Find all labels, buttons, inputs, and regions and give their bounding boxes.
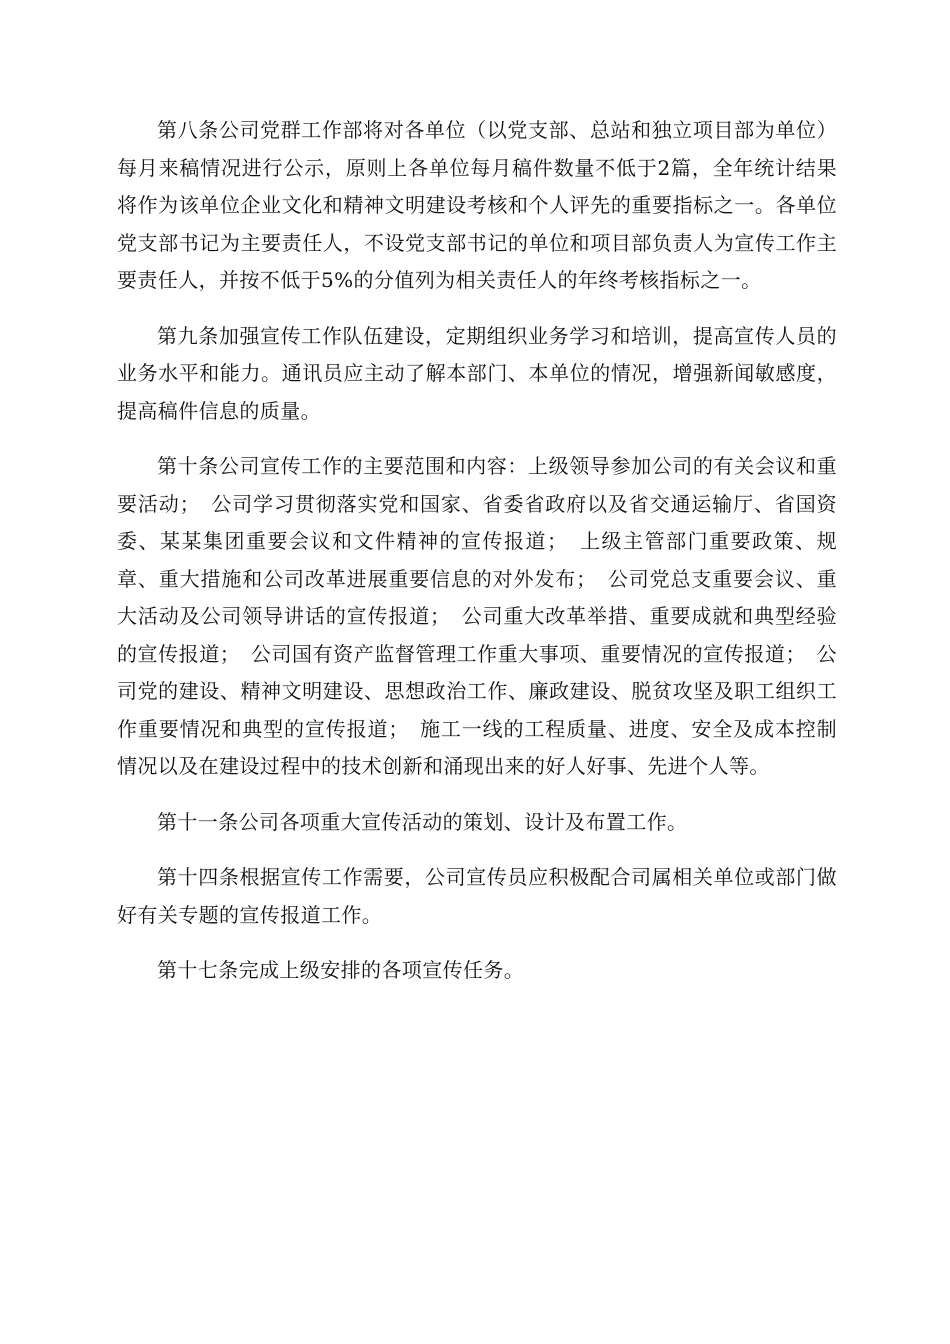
article-10-paragraph: 第十条公司宣传工作的主要范围和内容：上级领导参加公司的有关会议和重要活动； 公司学习贯彻落实党和国家、省委省政府以及省交通运输厅、省国资委、某某集团重要会议和文件精神的宣传报道； 上级主管部门重要政策、规章、重大措施和公司改革进展重要信息的对外发布； 公司党总支重要会议、重大活动及公司领导讲话的宣传报道； 公司重大改革举措、重要成就和典型经验的宣传报道； 公司国有资产监督管理工作重大事项、重要情况的宣传报道； 公司党的建设、精神文明建设、思想政治工作、廉政建设、脱贫攻坚及职工组织工作重要情况和典型的宣传报道； 施工一线的工程质量、进度、安全及成本控制情况以及在建设过程中的技术创新和涌现出来的好人好事、先进个人等。 (117, 454, 837, 778)
article-11-paragraph: 第十一条公司各项重大宣传活动的策划、设计及布置工作。 (157, 809, 688, 834)
article-14-paragraph: 第十四条根据宣传工作需要，公司宣传员应积极配合司属相关单位或部门做好有关专题的宣传报道工作。 (117, 865, 837, 927)
article-8-paragraph: 第八条公司党群工作部将对各单位（以党支部、总站和独立项目部为单位）每月来稿情况进行公示，原则上各单位每月稿件数量不低于2篇，全年统计结果将作为该单位企业文化和精神文明建设考核和个人评先的重要指标之一。各单位党支部书记为主要责任人，不设党支部书记的单位和项目部负责人为宣传工作主要责任人，并按不低于5%的分值列为相关责任人的年终考核指标之一。 (117, 118, 837, 292)
article-9-paragraph: 第九条加强宣传工作队伍建设，定期组织业务学习和培训，提高宣传人员的业务水平和能力。通讯员应主动了解本部门、本单位的情况，增强新闻敏感度，提高稿件信息的质量。 (117, 323, 837, 423)
article-17-paragraph: 第十七条完成上级安排的各项宣传任务。 (157, 958, 525, 982)
document-body (117, 112, 837, 1008)
